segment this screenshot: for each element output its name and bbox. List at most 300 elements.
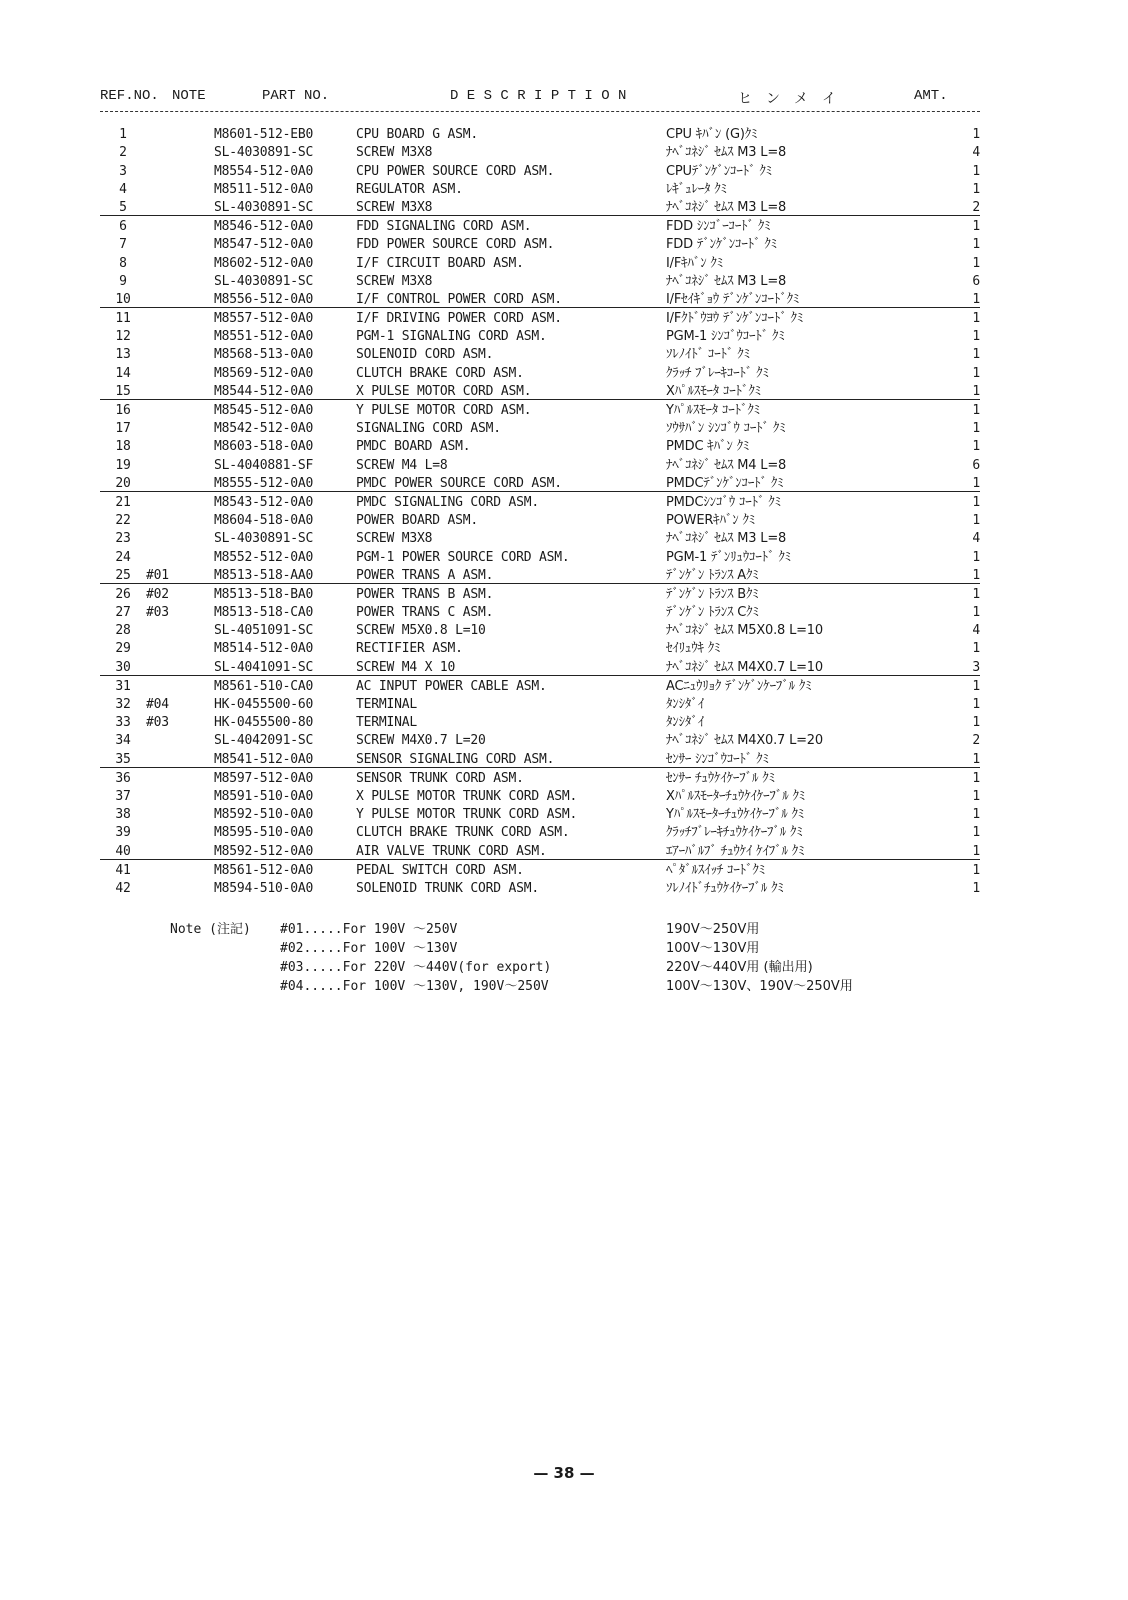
note-cell (146, 675, 214, 694)
note-cell (146, 528, 214, 546)
part-no-cell: M8591-510-0A0 (214, 788, 314, 804)
hinmei-cell: ﾅﾍﾞｺﾈｼﾞ ｾﾑｽ M4X0.7 L=20 (666, 733, 823, 749)
hinmei-cell: ﾃﾞﾝｹﾞﾝ ﾄﾗﾝｽ Bｸﾐ (666, 586, 759, 602)
part-no-cell: M8513-518-BA0 (214, 586, 314, 602)
part-no-cell: M8601-512-EB0 (214, 127, 314, 143)
part-no-cell: M8557-512-0A0 (214, 311, 314, 327)
amount-cell: 1 (972, 641, 980, 657)
description-cell: FDD POWER SOURCE CORD ASM. (356, 237, 555, 253)
ref-no-cell: 11 (115, 311, 131, 327)
hinmei-cell: ﾅﾍﾞｺﾈｼﾞ ｾﾑｽ M4X0.7 L=10 (666, 656, 928, 675)
ref-no-cell: 10 (100, 289, 146, 308)
amount-cell: 1 (972, 586, 980, 602)
description-cell: RECTIFIER ASM. (356, 641, 463, 657)
description-cell: PMDC POWER SOURCE CORD ASM. (356, 473, 666, 492)
description-cell: AIR VALVE TRUNK CORD ASM. (356, 840, 666, 859)
description-cell: X PULSE MOTOR TRUNK CORD ASM. (356, 788, 578, 804)
note-cell (146, 638, 214, 656)
hinmei-cell: ﾃﾞﾝｹﾞﾝ ﾄﾗﾝｽ Cｸﾐ (666, 605, 759, 621)
description-cell: TERMINAL (356, 697, 418, 712)
amount-cell: 6 (972, 457, 980, 473)
amount-cell: 1 (972, 605, 980, 621)
description-cell: SIGNALING CORD ASM. (356, 421, 501, 437)
note-cell: #01 (146, 565, 214, 584)
parts-table (100, 124, 980, 896)
note-cell: #03 (146, 715, 169, 731)
description-cell: Y PULSE MOTOR CORD ASM. (356, 403, 532, 418)
amount-cell: 1 (928, 840, 980, 859)
table-row (100, 675, 980, 694)
description-cell: CLUTCH BRAKE CORD ASM. (356, 365, 524, 381)
header-dashed-rule (100, 111, 980, 112)
hinmei-cell: FDD ﾃﾞﾝｹﾞﾝｺｰﾄﾞ ｸﾐ (666, 237, 777, 253)
amount-cell: 1 (972, 163, 980, 179)
table-row (100, 436, 980, 454)
table-row (100, 289, 980, 308)
note-cell (146, 436, 214, 454)
ref-no-cell: 35 (100, 748, 146, 767)
amount-cell: 1 (972, 403, 980, 418)
table-row (100, 602, 980, 620)
table-row (100, 822, 980, 840)
ref-no-cell: 42 (115, 880, 131, 896)
amount-cell: 1 (928, 748, 980, 767)
part-no-cell: M8547-512-0A0 (214, 237, 314, 253)
ref-no-cell: 27 (115, 605, 131, 621)
note-cell (146, 840, 214, 859)
part-no-cell: M8541-512-0A0 (214, 748, 356, 767)
table-row (100, 656, 980, 675)
amount-cell: 4 (972, 145, 980, 161)
ref-no-cell: 16 (115, 403, 131, 418)
description-cell: SCREW M4 L=8 (356, 457, 448, 473)
table-row (100, 418, 980, 436)
note-cell (146, 197, 214, 216)
ref-no-cell: 23 (115, 531, 131, 547)
ref-no-cell: 32 (115, 697, 131, 712)
amount-cell: 1 (928, 381, 980, 400)
note-cell (146, 878, 214, 896)
note-cell (146, 362, 214, 380)
description-cell: AC INPUT POWER CABLE ASM. (356, 678, 547, 694)
note-cell (146, 399, 214, 418)
note-item-04: #04.....For 100V ～130V, 190V～250V (280, 979, 549, 994)
note-cell (146, 491, 214, 510)
hinmei-cell: ｿﾚﾉｲﾄﾞ ｺｰﾄﾞ ｸﾐ (666, 347, 750, 363)
hinmei-cell: ﾅﾍﾞｺﾈｼﾞ ｾﾑｽ M3 L=8 (666, 273, 787, 289)
note-cell (146, 307, 214, 326)
ref-no-cell: 17 (115, 421, 131, 437)
part-no-cell: M8597-512-0A0 (214, 770, 314, 786)
description-cell: CPU POWER SOURCE CORD ASM. (356, 163, 555, 179)
table-row (100, 786, 980, 804)
amount-cell: 1 (928, 289, 980, 308)
ref-no-cell: 21 (115, 494, 131, 510)
amount-cell: 1 (972, 219, 980, 235)
header-hinmei: ヒ ン メ イ (738, 91, 836, 107)
part-no-cell: M8592-510-0A0 (214, 807, 314, 823)
part-no-cell: M8602-512-0A0 (214, 255, 314, 271)
hinmei-cell: PMDC ｷﾊﾞﾝ ｸﾐ (666, 439, 750, 455)
hinmei-cell: PMDCｼﾝｺﾞｳ ｺｰﾄﾞ ｸﾐ (666, 494, 781, 510)
ref-no-cell: 29 (115, 641, 131, 657)
hinmei-cell: PMDCﾃﾞﾝｹﾞﾝｺｰﾄﾞ ｸﾐ (666, 473, 928, 492)
amount-cell: 6 (972, 273, 980, 289)
amount-cell: 4 (972, 531, 980, 547)
note-cell (146, 473, 214, 492)
part-no-cell: M8545-512-0A0 (214, 403, 314, 418)
description-cell: SCREW M4X0.7 L=20 (356, 733, 486, 749)
amount-cell: 1 (972, 770, 980, 786)
ref-no-cell: 22 (115, 513, 131, 529)
hinmei-cell: ｿｳｻﾊﾞﾝ ｼﾝｺﾞｳ ｺｰﾄﾞ ｸﾐ (666, 421, 786, 437)
note-item-01-jp: 190V～250V用 (666, 922, 760, 937)
description-cell: SENSOR SIGNALING CORD ASM. (356, 748, 666, 767)
part-no-cell: SL-4030891-SC (214, 273, 314, 289)
ref-no-cell: 30 (100, 656, 146, 675)
description-cell: FDD SIGNALING CORD ASM. (356, 219, 532, 235)
note-cell (146, 786, 214, 804)
note-cell (146, 620, 214, 638)
part-no-cell: HK-0455500-80 (214, 715, 314, 731)
part-no-cell: M8556-512-0A0 (214, 289, 356, 308)
description-cell: POWER BOARD ASM. (356, 513, 479, 529)
amount-cell: 1 (972, 807, 980, 823)
amount-cell: 1 (972, 697, 980, 712)
part-no-cell: M8513-518-AA0 (214, 565, 356, 584)
amount-cell: 1 (972, 347, 980, 363)
table-row (100, 362, 980, 380)
description-cell: POWER TRANS C ASM. (356, 605, 494, 621)
ref-no-cell: 13 (115, 347, 131, 363)
hinmei-cell: ﾃﾞﾝｹﾞﾝ ﾄﾗﾝｽ Aｸﾐ (666, 565, 928, 584)
description-cell: POWER TRANS A ASM. (356, 565, 666, 584)
table-row (100, 583, 980, 602)
amount-cell: 3 (928, 656, 980, 675)
hinmei-cell: Yﾊﾟﾙｽﾓｰﾀ ｺｰﾄﾞｸﾐ (666, 403, 760, 418)
note-cell (146, 271, 214, 289)
table-row (100, 859, 980, 878)
description-cell: PEDAL SWITCH CORD ASM. (356, 862, 524, 878)
part-no-cell: SL-4030891-SC (214, 145, 314, 161)
page-number: — 38 — (533, 1464, 595, 1482)
part-no-cell: M8568-513-0A0 (214, 347, 314, 363)
ref-no-cell: 14 (115, 365, 131, 381)
ref-no-cell: 15 (100, 381, 146, 400)
hinmei-cell: I/Fｸﾄﾞｳﾖｳ ﾃﾞﾝｹﾞﾝｺｰﾄﾞ ｸﾐ (666, 311, 804, 327)
description-cell: REGULATOR ASM. (356, 181, 463, 197)
part-no-cell: SL-4030891-SC (214, 197, 356, 216)
part-no-cell: M8594-510-0A0 (214, 880, 314, 896)
description-cell: Y PULSE MOTOR TRUNK CORD ASM. (356, 807, 578, 823)
ref-no-cell: 25 (100, 565, 146, 584)
part-no-cell: M8551-512-0A0 (214, 329, 314, 345)
table-row (100, 712, 980, 730)
description-cell: CLUTCH BRAKE TRUNK CORD ASM. (356, 825, 570, 841)
table-row (100, 344, 980, 362)
note-cell (146, 381, 214, 400)
description-cell: SCREW M4 X 10 (356, 656, 666, 675)
part-no-cell: M8604-518-0A0 (214, 513, 314, 529)
amount-cell: 1 (928, 473, 980, 492)
note-item-02-jp: 100V～130V用 (666, 941, 760, 956)
table-row (100, 565, 980, 584)
ref-no-cell: 4 (119, 181, 127, 197)
table-header (0, 88, 1128, 108)
amount-cell: 1 (972, 549, 980, 565)
note-cell (146, 454, 214, 472)
header-ref-no: REF.NO. (100, 88, 159, 104)
part-no-cell: M8561-510-CA0 (214, 678, 314, 694)
part-no-cell: M8561-512-0A0 (214, 862, 314, 878)
note-cell (146, 804, 214, 822)
part-no-cell: M8544-512-0A0 (214, 381, 356, 400)
table-row (100, 528, 980, 546)
hinmei-cell: Xﾊﾟﾙｽﾓｰﾀｰﾁｭｳｹｲｹｰﾌﾞﾙ ｸﾐ (666, 788, 806, 804)
table-row (100, 804, 980, 822)
ref-no-cell: 31 (115, 678, 131, 694)
amount-cell: 1 (972, 329, 980, 345)
ref-no-cell: 9 (119, 273, 127, 289)
hinmei-cell: ｴｱｰﾊﾞﾙﾌﾞ ﾁｭｳｹｲ ｹｲﾌﾞﾙ ｸﾐ (666, 840, 928, 859)
ref-no-cell: 28 (115, 623, 131, 639)
table-row (100, 473, 980, 492)
hinmei-cell: ﾀﾝｼﾀﾞｲ (666, 697, 705, 712)
header-note: NOTE (172, 88, 206, 104)
part-no-cell: M8603-518-0A0 (214, 439, 314, 455)
hinmei-cell: ﾍﾟﾀﾞﾙｽｲｯﾁ ｺｰﾄﾞｸﾐ (666, 862, 766, 878)
note-cell (146, 748, 214, 767)
part-no-cell: M8569-512-0A0 (214, 365, 314, 381)
description-cell: PMDC BOARD ASM. (356, 439, 471, 455)
note-cell (146, 546, 214, 564)
hinmei-cell: CPUﾃﾞﾝｹﾞﾝｺｰﾄﾞ ｸﾐ (666, 163, 772, 179)
ref-no-cell: 7 (119, 237, 127, 253)
hinmei-cell: I/Fｾｲｷﾞｮｳ ﾃﾞﾝｹﾞﾝｺｰﾄﾞｸﾐ (666, 289, 928, 308)
amount-cell: 1 (972, 311, 980, 327)
header-description: D E S C R I P T I O N (450, 88, 627, 104)
amount-cell: 1 (972, 181, 980, 197)
part-no-cell: HK-0455500-60 (214, 697, 314, 712)
table-row (100, 326, 980, 344)
part-no-cell: M8592-512-0A0 (214, 840, 356, 859)
table-row (100, 840, 980, 859)
description-cell: CPU BOARD G ASM. (356, 127, 479, 143)
table-row (100, 767, 980, 786)
table-row (100, 694, 980, 712)
parts-table-body (100, 124, 980, 896)
amount-cell: 1 (972, 788, 980, 804)
amount-cell: 2 (928, 197, 980, 216)
hinmei-cell: ｾｲﾘｭｳｷ ｸﾐ (666, 641, 721, 657)
ref-no-cell: 26 (115, 586, 131, 602)
note-item-01: #01.....For 190V ～250V (280, 922, 458, 937)
note-cell (146, 326, 214, 344)
table-row (100, 878, 980, 896)
table-row (100, 510, 980, 528)
amount-cell: 1 (972, 825, 980, 841)
notes-label: Note (注記) (170, 922, 251, 937)
amount-cell: 2 (972, 733, 980, 749)
amount-cell: 1 (972, 255, 980, 271)
note-item-03-jp: 220V～440V用 (輸出用) (666, 960, 813, 975)
ref-no-cell: 24 (115, 549, 131, 565)
amount-cell: 1 (972, 678, 980, 694)
description-cell: SCREW M3X8 (356, 197, 666, 216)
ref-no-cell: 19 (115, 457, 131, 473)
part-no-cell: M8511-512-0A0 (214, 181, 314, 197)
table-row (100, 307, 980, 326)
note-item-02: #02.....For 100V ～130V (280, 941, 458, 956)
amount-cell: 1 (972, 127, 980, 143)
hinmei-cell: FDD ｼﾝｺﾞｰｺｰﾄﾞ ｸﾐ (666, 219, 771, 235)
table-row (100, 271, 980, 289)
note-cell (146, 234, 214, 252)
table-row (100, 215, 980, 234)
table-row (100, 399, 980, 418)
part-no-cell: M8552-512-0A0 (214, 549, 314, 565)
hinmei-cell: ｿﾚﾉｲﾄﾞﾁｭｳｹｲｹｰﾌﾞﾙ ｸﾐ (666, 880, 784, 896)
ref-no-cell: 40 (100, 840, 146, 859)
ref-no-cell: 41 (115, 862, 131, 878)
hinmei-cell: ACﾆｭｳﾘｮｸ ﾃﾞﾝｹﾞﾝｹｰﾌﾞﾙ ｸﾐ (666, 678, 812, 694)
part-no-cell: M8513-518-CA0 (214, 605, 314, 621)
note-cell (146, 822, 214, 840)
note-item-03: #03.....For 220V ～440V(for export) (280, 960, 552, 975)
hinmei-cell: ﾅﾍﾞｺﾈｼﾞ ｾﾑｽ M4 L=8 (666, 457, 787, 473)
table-row (100, 179, 980, 197)
header-amt: AMT. (914, 88, 948, 104)
part-no-cell: M8595-510-0A0 (214, 825, 314, 841)
description-cell: POWER TRANS B ASM. (356, 586, 494, 602)
note-cell (146, 656, 214, 675)
amount-cell: 1 (972, 494, 980, 510)
hinmei-cell: PGM-1 ﾃﾞﾝﾘｭｳｺｰﾄﾞ ｸﾐ (666, 549, 791, 565)
ref-no-cell: 3 (119, 163, 127, 179)
ref-no-cell: 39 (115, 825, 131, 841)
description-cell: TERMINAL (356, 715, 418, 731)
description-cell: I/F DRIVING POWER CORD ASM. (356, 311, 562, 327)
description-cell: SCREW M3X8 (356, 145, 433, 161)
amount-cell: 1 (972, 237, 980, 253)
ref-no-cell: 8 (119, 255, 127, 271)
table-row (100, 197, 980, 216)
part-no-cell: SL-4042091-SC (214, 733, 314, 749)
ref-no-cell: 37 (115, 788, 131, 804)
amount-cell: 1 (972, 439, 980, 455)
hinmei-cell: Yﾊﾟﾙｽﾓｰﾀｰﾁｭｳｹｲｹｰﾌﾞﾙ ｸﾐ (666, 807, 805, 823)
description-cell: X PULSE MOTOR CORD ASM. (356, 381, 666, 400)
note-cell (146, 859, 214, 878)
part-no-cell: M8542-512-0A0 (214, 421, 314, 437)
note-cell (146, 160, 214, 178)
table-row (100, 142, 980, 160)
table-row (100, 252, 980, 270)
ref-no-cell: 1 (119, 127, 127, 143)
description-cell: PGM-1 POWER SOURCE CORD ASM. (356, 549, 570, 565)
part-no-cell: M8514-512-0A0 (214, 641, 314, 657)
description-cell: PGM-1 SIGNALING CORD ASM. (356, 329, 547, 345)
table-row (100, 546, 980, 564)
amount-cell: 1 (972, 421, 980, 437)
part-no-cell: SL-4040881-SF (214, 457, 314, 473)
note-cell: #04 (146, 697, 169, 712)
amount-cell: 1 (972, 513, 980, 529)
amount-cell: 4 (972, 623, 980, 639)
part-no-cell: M8546-512-0A0 (214, 219, 314, 235)
description-cell: I/F CIRCUIT BOARD ASM. (356, 255, 524, 271)
ref-no-cell: 36 (115, 770, 131, 786)
ref-no-cell: 20 (100, 473, 146, 492)
hinmei-cell: PGM-1 ｼﾝｺﾞｳｺｰﾄﾞ ｸﾐ (666, 329, 785, 345)
hinmei-cell: CPU ｷﾊﾞﾝ (G)ｸﾐ (666, 127, 758, 143)
table-row (100, 491, 980, 510)
table-row (100, 638, 980, 656)
table-row (100, 730, 980, 748)
description-cell: SOLENOID CORD ASM. (356, 347, 494, 363)
note-cell (146, 510, 214, 528)
note-item-04-jp: 100V～130V、190V～250V用 (666, 979, 853, 994)
hinmei-cell: I/Fｷﾊﾞﾝ ｸﾐ (666, 255, 724, 271)
note-cell (146, 252, 214, 270)
description-cell: SCREW M3X8 (356, 273, 433, 289)
part-no-cell: M8554-512-0A0 (214, 163, 314, 179)
note-cell (146, 124, 214, 142)
table-row (100, 748, 980, 767)
hinmei-cell: ﾅﾍﾞｺﾈｼﾞ ｾﾑｽ M5X0.8 L=10 (666, 623, 823, 639)
hinmei-cell: ﾚｷﾞｭﾚｰﾀ ｸﾐ (666, 181, 727, 197)
amount-cell: 1 (972, 365, 980, 381)
note-cell (146, 179, 214, 197)
description-cell: SCREW M3X8 (356, 531, 433, 547)
table-row (100, 160, 980, 178)
part-no-cell: M8555-512-0A0 (214, 473, 356, 492)
ref-no-cell: 34 (115, 733, 131, 749)
note-cell (146, 418, 214, 436)
note-cell (146, 767, 214, 786)
table-row (100, 234, 980, 252)
note-cell: #03 (146, 605, 169, 621)
note-cell (146, 730, 214, 748)
note-cell (146, 142, 214, 160)
table-row (100, 381, 980, 400)
hinmei-cell: ﾀﾝｼﾀﾞｲ (666, 715, 705, 731)
amount-cell: 1 (972, 715, 980, 731)
note-cell: #02 (146, 586, 169, 602)
amount-cell: 1 (928, 565, 980, 584)
ref-no-cell: 5 (100, 197, 146, 216)
hinmei-cell: ｸﾗｯﾁﾌﾞﾚｰｷﾁｭｳｹｲｹｰﾌﾞﾙ ｸﾐ (666, 825, 803, 841)
part-no-cell: SL-4030891-SC (214, 531, 314, 547)
ref-no-cell: 38 (115, 807, 131, 823)
table-row (100, 620, 980, 638)
hinmei-cell: POWERｷﾊﾞﾝ ｸﾐ (666, 513, 756, 529)
description-cell: SOLENOID TRUNK CORD ASM. (356, 880, 540, 896)
description-cell: PMDC SIGNALING CORD ASM. (356, 494, 540, 510)
hinmei-cell: ﾅﾍﾞｺﾈｼﾞ ｾﾑｽ M3 L=8 (666, 531, 787, 547)
table-row (100, 124, 980, 142)
hinmei-cell: ｾﾝｻｰ ﾁｭｳｹｲｹｰﾌﾞﾙ ｸﾐ (666, 770, 775, 786)
ref-no-cell: 18 (115, 439, 131, 455)
part-no-cell: SL-4051091-SC (214, 623, 314, 639)
note-cell (146, 344, 214, 362)
hinmei-cell: Xﾊﾟﾙｽﾓｰﾀ ｺｰﾄﾞｸﾐ (666, 381, 928, 400)
part-no-cell: SL-4041091-SC (214, 656, 356, 675)
part-no-cell: M8543-512-0A0 (214, 494, 314, 510)
ref-no-cell: 12 (115, 329, 131, 345)
hinmei-cell: ﾅﾍﾞｺﾈｼﾞ ｾﾑｽ M3 L=8 (666, 145, 787, 161)
note-cell (146, 289, 214, 308)
